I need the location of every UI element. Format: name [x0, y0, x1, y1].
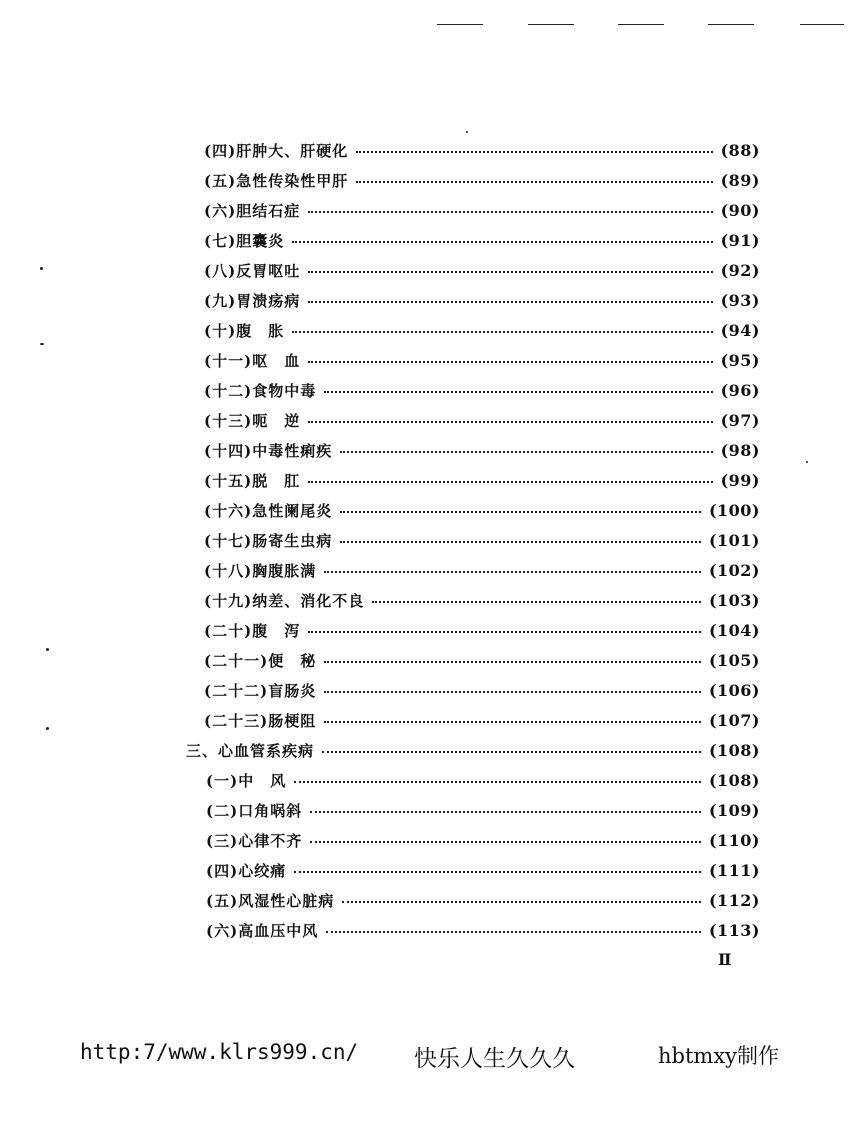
toc-entry-page: (104) [708, 620, 760, 640]
dot-leader [308, 301, 712, 303]
footer-credit: hbtmxy制作 [658, 1044, 780, 1068]
toc-entry-title: (二十)腹 泻 [204, 621, 301, 640]
toc-entry-page: (93) [720, 290, 760, 310]
toc-entry-page: (101) [708, 530, 760, 550]
toc-entry-page: (89) [720, 170, 760, 190]
toc-section-heading[interactable] [186, 735, 760, 765]
dot-leader [340, 541, 701, 543]
toc-entry[interactable] [204, 225, 760, 255]
toc-entry-page: (99) [720, 470, 760, 490]
toc-entry-page: (97) [720, 410, 760, 430]
toc-entry-title: (五)风湿性心脏病 [206, 891, 335, 910]
toc-entry[interactable] [204, 435, 760, 465]
toc-entry-page: (108) [708, 740, 760, 760]
toc-entry-title: (二十一)便 秘 [204, 651, 317, 670]
toc-entry-page: (92) [720, 260, 760, 280]
dot-leader [294, 781, 701, 783]
toc-entry[interactable] [206, 765, 760, 795]
toc-entry-title: (十六)急性阑尾炎 [204, 501, 333, 520]
toc-entry-page: (109) [708, 800, 760, 820]
toc-entry-page: (95) [720, 350, 760, 370]
toc-entry-page: (112) [708, 890, 760, 910]
toc-entry-title: (四)肝肿大、肝硬化 [204, 141, 349, 160]
toc-entry[interactable] [204, 495, 760, 525]
toc-entry-title: (六)高血压中风 [206, 921, 319, 940]
scan-speck [466, 131, 468, 133]
toc-entry-page: (113) [708, 920, 760, 940]
toc-entry[interactable] [204, 675, 760, 705]
scan-speck [806, 461, 808, 463]
toc-entry[interactable] [204, 405, 760, 435]
toc-entry-title: (二十二)盲肠炎 [204, 681, 317, 700]
dot-leader [308, 211, 712, 213]
toc-entry-page: (108) [708, 770, 760, 790]
toc-entry-title: (十一)呕 血 [204, 351, 301, 370]
dot-leader [308, 271, 712, 273]
dot-leader [356, 181, 712, 183]
toc-entry-title: (四)心绞痛 [206, 861, 287, 880]
top-rule [708, 24, 754, 25]
dot-leader [324, 721, 701, 723]
dot-leader [294, 871, 701, 873]
toc-entry[interactable] [204, 345, 760, 375]
toc-entry[interactable] [204, 255, 760, 285]
dot-leader [292, 331, 712, 333]
toc-entry-page: (106) [708, 680, 760, 700]
toc-entry-title: (十七)肠寄生虫病 [204, 531, 333, 550]
top-rule [437, 24, 483, 25]
toc-section-title: 三、心血管系疾病 [186, 741, 315, 760]
toc-entry[interactable] [204, 705, 760, 735]
dot-leader [308, 481, 712, 483]
toc-entry[interactable] [204, 315, 760, 345]
toc-entry[interactable] [206, 855, 760, 885]
dot-leader [308, 631, 701, 633]
scan-speck [46, 648, 49, 651]
dot-leader [324, 571, 701, 573]
toc-entry-title: (五)急性传染性甲肝 [204, 171, 349, 190]
top-rule [800, 24, 844, 25]
toc-entry[interactable] [204, 195, 760, 225]
dot-leader [292, 241, 712, 243]
dot-leader [310, 811, 701, 813]
toc-entry-page: (94) [720, 320, 760, 340]
toc-entry-title: (九)胃溃疡病 [204, 291, 301, 310]
dot-leader [310, 841, 701, 843]
toc-entry[interactable] [204, 135, 760, 165]
toc-entry[interactable] [204, 525, 760, 555]
toc-entry-title: (八)反胃呕吐 [204, 261, 301, 280]
toc-entry[interactable] [206, 795, 760, 825]
toc-entry-page: (90) [720, 200, 760, 220]
toc-entry-page: (103) [708, 590, 760, 610]
toc-entry-title: (十四)中毒性痢疾 [204, 441, 333, 460]
toc-entry-title: (七)胆囊炎 [204, 231, 285, 250]
dot-leader [340, 451, 712, 453]
toc-entry[interactable] [204, 285, 760, 315]
dot-leader [326, 931, 701, 933]
toc-entry-title: (十二)食物中毒 [204, 381, 317, 400]
dot-leader [372, 601, 701, 603]
toc-entry[interactable] [204, 465, 760, 495]
top-rule [528, 24, 574, 25]
toc-entry-title: (十五)脱 肛 [204, 471, 301, 490]
toc-entry-page: (96) [720, 380, 760, 400]
toc-entry-page: (110) [708, 830, 760, 850]
top-rule [618, 24, 664, 25]
dot-leader [340, 511, 701, 513]
toc-entry-title: (十九)纳差、消化不良 [204, 591, 365, 610]
toc-entry-page: (91) [720, 230, 760, 250]
toc-entry[interactable] [204, 615, 760, 645]
toc-entry-page: (111) [708, 860, 760, 880]
scan-speck [40, 343, 44, 345]
scan-speck [46, 727, 49, 730]
dot-leader [308, 361, 712, 363]
toc-entry[interactable] [204, 375, 760, 405]
toc-entry[interactable] [206, 885, 760, 915]
footer-site-name: 快乐人生久久久 [414, 1046, 575, 1072]
toc-entry-title: (十八)胸腹胀满 [204, 561, 317, 580]
footer-url[interactable]: http:7/www.klrs999.cn/ [80, 1040, 359, 1064]
toc-entry-title: (三)心律不齐 [206, 831, 303, 850]
toc-entry[interactable] [206, 915, 760, 945]
toc-entry-title: (二十三)肠梗阻 [204, 711, 317, 730]
dot-leader [324, 691, 701, 693]
page-number: Ⅱ [718, 950, 732, 969]
dot-leader [356, 151, 712, 153]
toc-entry-page: (107) [708, 710, 760, 730]
footer [0, 1040, 866, 1076]
toc-entry[interactable] [206, 825, 760, 855]
toc-entry-page: (88) [720, 140, 760, 160]
toc-entry-title: (二)口角㖞斜 [206, 801, 303, 820]
toc-entry-title: (十三)呃 逆 [204, 411, 301, 430]
dot-leader [308, 421, 712, 423]
toc-entry-title: (一)中 风 [206, 771, 287, 790]
toc-entry-page: (105) [708, 650, 760, 670]
scan-speck [40, 267, 43, 270]
dot-leader [324, 661, 701, 663]
toc-entry[interactable] [204, 585, 760, 615]
toc-entry-page: (102) [708, 560, 760, 580]
toc-entry-page: (100) [708, 500, 760, 520]
toc-entry[interactable] [204, 555, 760, 585]
toc-entry[interactable] [204, 165, 760, 195]
toc-entry-title: (十)腹 胀 [204, 321, 285, 340]
dot-leader [322, 751, 701, 753]
dot-leader [324, 391, 712, 393]
toc-entry[interactable] [204, 645, 760, 675]
toc-entry-page: (98) [720, 440, 760, 460]
toc-entry-title: (六)胆结石症 [204, 201, 301, 220]
dot-leader [342, 901, 701, 903]
